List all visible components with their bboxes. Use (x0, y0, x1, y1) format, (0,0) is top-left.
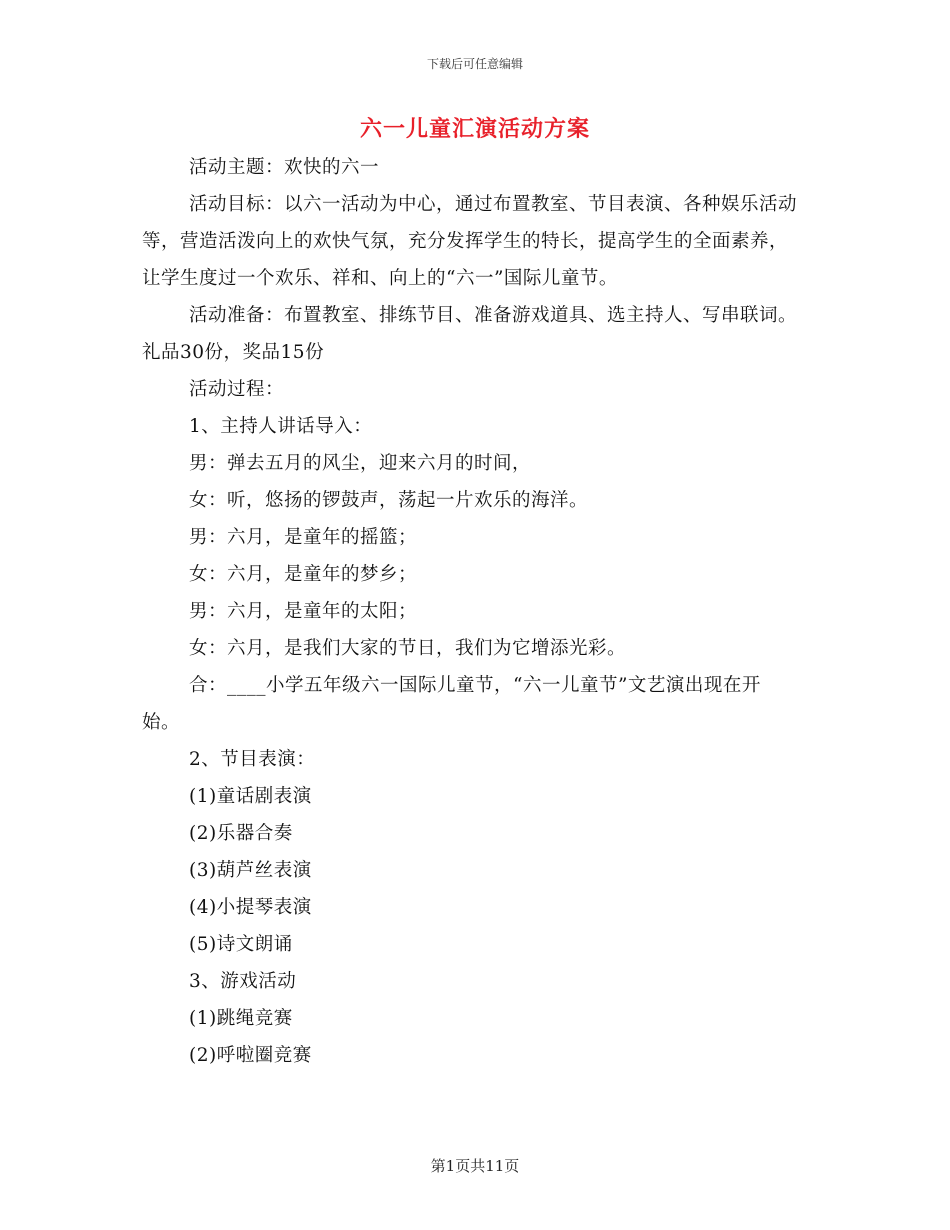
list-item: (2)乐器合奏 (189, 823, 293, 844)
activity-preparation: 活动准备：布置教室、排练节目、准备游戏道具、选主持人、写串联词。礼品30份，奖品15份 (142, 305, 798, 363)
list-item: (1)跳绳竞赛 (189, 1008, 293, 1029)
header-note: 下载后可任意编辑 (426, 57, 523, 71)
dialogue-line: 男：六月，是童年的太阳； (189, 601, 418, 622)
dialogue-closing: 合：____小学五年级六一国际儿童节，“六一儿童节”文艺演出现在开始。 (142, 675, 761, 733)
dialogue-line: 男：六月，是童年的摇篮； (189, 527, 418, 548)
document-title: 六一儿童汇演活动方案 (359, 116, 590, 142)
list-item: (1)童话剧表演 (189, 786, 312, 807)
list-item: (3)葫芦丝表演 (189, 860, 312, 881)
page-number: 第1页共11页 (430, 1157, 520, 1175)
activity-goal: 活动目标：以六一活动为中心，通过布置教室、节目表演、各种娱乐活动等，营造活泼向上的欢快气氛，充分发挥学生的特长，提高学生的全面素养，让学生度过一个欢乐、祥和、向上的“六一”国际儿童节。 (142, 194, 798, 289)
list-item: (5)诗文朗诵 (189, 934, 293, 955)
activity-process: 活动过程： (189, 379, 285, 400)
dialogue-line: 女：听，悠扬的锣鼓声，荡起一片欢乐的海洋。 (189, 490, 589, 511)
dialogue-line: 男：弹去五月的风尘，迎来六月的时间， (189, 453, 532, 474)
dialogue-line: 女：六月，是我们大家的节日，我们为它增添光彩。 (189, 638, 627, 659)
dialogue-line: 女：六月，是童年的梦乡； (189, 564, 418, 585)
activity-theme: 活动主题：欢快的六一 (189, 157, 380, 178)
section3-heading: 3、游戏活动 (189, 971, 297, 992)
list-item: (4)小提琴表演 (189, 897, 312, 918)
document-body (142, 149, 797, 1074)
section1-heading: 1、主持人讲话导入： (189, 416, 373, 437)
list-item: (2)呼啦圈竞赛 (189, 1045, 312, 1066)
section2-heading: 2、节目表演： (189, 749, 316, 770)
